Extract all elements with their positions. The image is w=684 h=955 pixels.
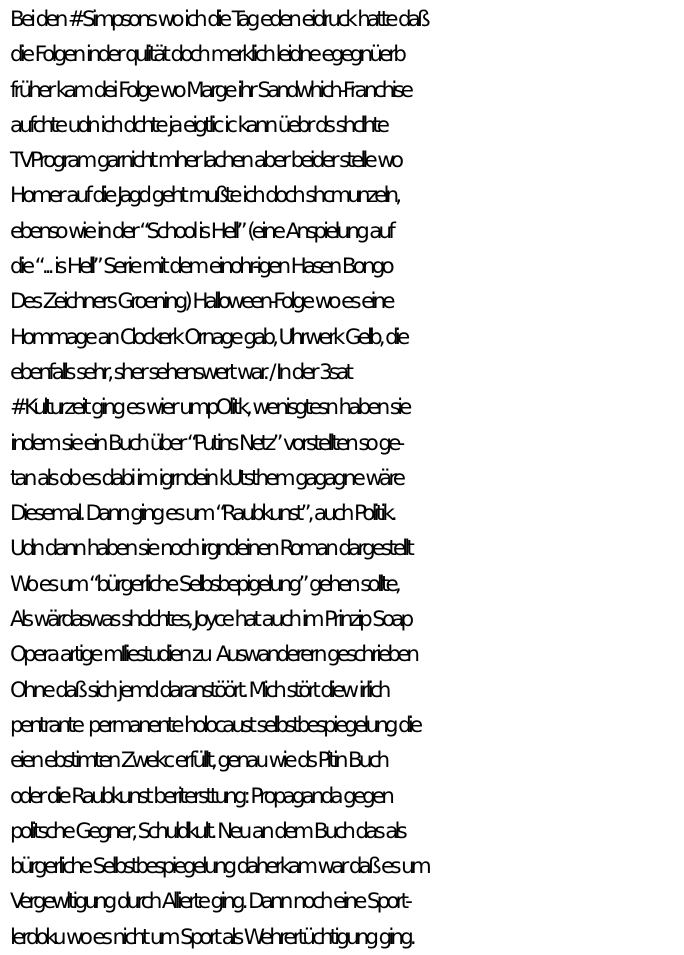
text-line: Des Zeichners Groening) Halloween-Folge wo es eine (10, 289, 392, 315)
text-line: politsche Gegner, Schuldkult. Neu an dem Buch das als (10, 818, 404, 844)
text-line: aufchte udn ich dchte ja eigtlic ic kann üebr ds shclhte (10, 112, 387, 138)
text-line: pentrante permanente holocaust selbstbespiegelung die (10, 712, 420, 738)
text-line: Hommage an Clockerk Ornage gab, Uhrwerk Gelb, die (10, 324, 407, 350)
text-line: indem sie ein Buch über “Putins Netz” vorstellten so ge- (10, 430, 402, 456)
text-line: Homer auf die Jagd geht mußte ich doch shcmunzeln, (10, 183, 399, 209)
text-line: ebenso wie in der “School is Hell” (eine Anspielung auf (10, 218, 392, 244)
text-line: Diesemal. Dann ging es um “Raubkunst”, auch Politik. (10, 501, 394, 527)
text-line: Bei den #Simpsons wo ich die Tag eden eidruck hatte daß (10, 7, 427, 32)
text-line: ebenfalls sehr, sher sehenswert war. / In der 3sat (10, 359, 350, 385)
text-line: die “... is Hell” Serie mit dem einohr-igen Hasen Bongo (10, 254, 391, 280)
text-line: lerdoku wo es nicht um Sport als Wehrertüchtigung ging. (10, 924, 413, 950)
body-text (10, 2, 684, 955)
text-line: Als wärdaswas shclchtes, Joyce hat auch im Prinzip Soap (10, 607, 411, 633)
text-line: früher kam dei Folge wo Marge ihr Sandwhich-Franchise (10, 77, 411, 103)
text-line: Opera artige mIliestudien zu Auswanderern geschrieben (10, 642, 417, 668)
text-line: #Kulturzeit ging es wier umpOlitk, wenisgtesn haben sie (10, 395, 409, 421)
text-line: bürgerliche Selbstbespiegelung daherkam war daß es um (10, 854, 428, 880)
text-line: oder die Raubkunst beritersttung: Propaganda gegen (10, 783, 391, 809)
text-line: Udn dann haben sie noch irgndeinen Roman dargestellt (10, 536, 411, 562)
text-line: eien ebstimten Zwekc erfüllt, genau wie ds Pitin Buch (10, 748, 387, 774)
text-line: die Folgen inder qulität doch merklich leidne egegnüerb (10, 42, 403, 68)
text-line: Vergewltigung durch Allierte ging. Dann noch eine Sport- (10, 889, 409, 915)
text-line: Ohne daß sich jemd daranstöört. Mich stört diew irlich (10, 677, 388, 703)
text-line: TVProgram garnicht mher lachen aber beider stelle wo (10, 148, 401, 174)
text-line: tan als ob es dabi im igrndein kUtsthem gagagne wäre (10, 465, 403, 491)
text-line: Wo es um “bürgerliche Selbsbepigelung” gehen sollte, (10, 571, 398, 597)
